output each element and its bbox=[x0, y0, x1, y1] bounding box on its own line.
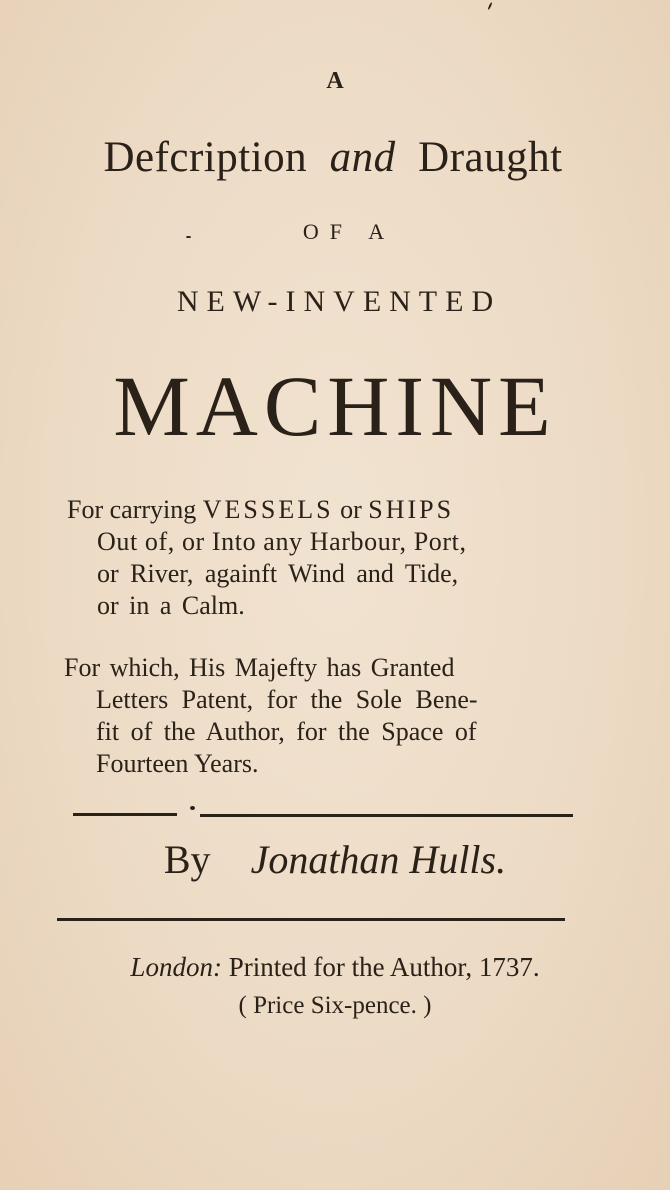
title-new-invented: NEW-INVENTED bbox=[176, 285, 502, 318]
ink-speck bbox=[190, 806, 195, 810]
ink-mark bbox=[487, 2, 492, 10]
purpose-line-1 bbox=[67, 494, 454, 526]
imprint bbox=[0, 952, 670, 983]
imprint-text: Printed for the Author, 1737. bbox=[228, 952, 540, 982]
purpose-line-3: or River, againft Wind and Tide, bbox=[97, 559, 459, 588]
title-article: A bbox=[326, 68, 344, 94]
purpose-caps-ships: SHIPS bbox=[368, 495, 455, 524]
patent-line-4: Fourteen Years. bbox=[96, 749, 259, 778]
price: ( Price Six-pence. ) bbox=[238, 992, 432, 1019]
patent-line-1: For which, His Majefty has Granted bbox=[64, 653, 455, 682]
title-description-line bbox=[0, 133, 668, 182]
byline-by: By bbox=[163, 837, 211, 882]
rule-bottom bbox=[57, 918, 565, 921]
title-word-description: Defcription bbox=[103, 134, 308, 181]
purpose-text: For carrying bbox=[67, 495, 203, 524]
imprint-city: London: bbox=[130, 952, 222, 982]
rule-top-right bbox=[200, 814, 573, 817]
byline bbox=[0, 836, 670, 883]
title-machine: MACHINE bbox=[113, 358, 557, 454]
title-word-and: and bbox=[329, 134, 396, 181]
title-of-a: OF A bbox=[302, 219, 396, 244]
rule-top-left bbox=[73, 813, 177, 816]
patent-line-3: fit of the Author, for the Space of bbox=[96, 717, 477, 746]
purpose-line-4: or in a Calm. bbox=[97, 591, 245, 620]
patent-line-2: Letters Patent, for the Sole Bene- bbox=[96, 685, 478, 714]
title-word-draught: Draught bbox=[418, 134, 563, 181]
purpose-text: or bbox=[333, 495, 369, 524]
purpose-caps-vessels: VESSELS bbox=[202, 495, 334, 524]
byline-author: Jonathan Hulls. bbox=[250, 837, 507, 882]
purpose-line-2: Out of, or Into any Harbour, Port, bbox=[97, 527, 467, 556]
